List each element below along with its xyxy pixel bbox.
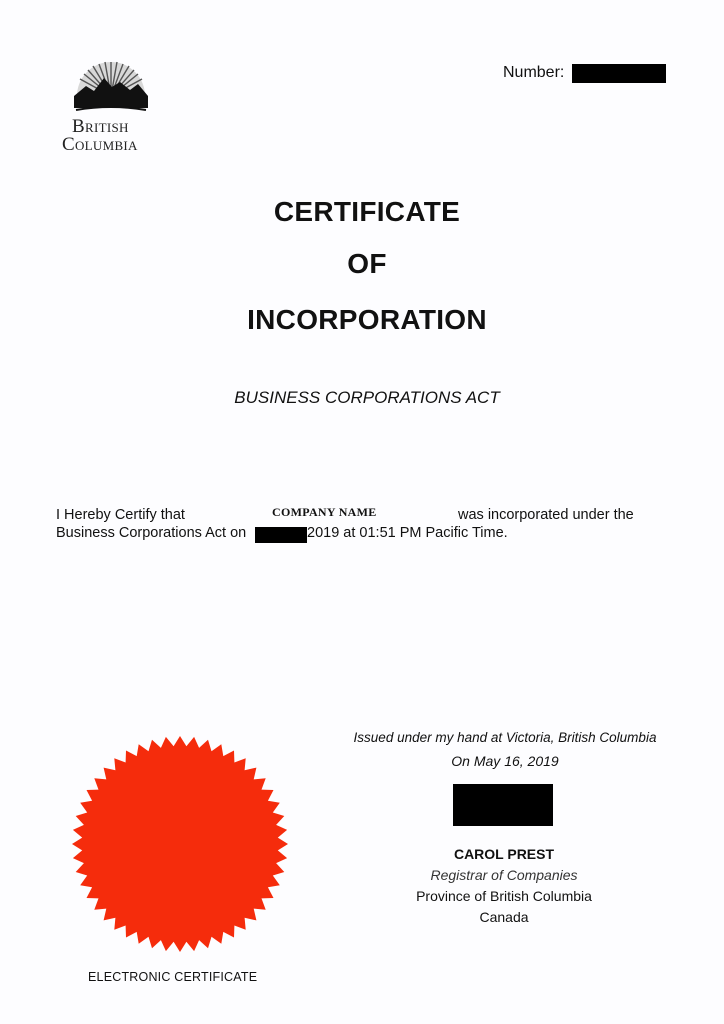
registrar-province: Province of British Columbia [416, 888, 592, 904]
redacted-date [255, 527, 307, 543]
certify-line2-suffix: 2019 at 01:51 PM Pacific Time. [307, 525, 508, 541]
seal-label: ELECTRONIC CERTIFICATE [88, 970, 258, 984]
seal [64, 728, 296, 960]
logo-text-line2: Columbia [62, 134, 138, 155]
certify-prefix: I Hereby Certify that [56, 507, 185, 523]
issued-date: On May 16, 2019 [451, 753, 559, 769]
registrar-name: CAROL PREST [453, 846, 555, 862]
redacted-signature [453, 784, 553, 826]
certificate-title-line2: OF [347, 248, 387, 279]
certificate-title-line3: INCORPORATION [247, 304, 487, 335]
act-subtitle: BUSINESS CORPORATIONS ACT [234, 388, 500, 407]
certify-suffix: was incorporated under the [458, 507, 634, 523]
certificate-title-line1: CERTIFICATE [273, 196, 461, 227]
company-name: COMPANY NAME [272, 505, 377, 519]
issued-location: Issued under my hand at Victoria, British Columbia [353, 730, 657, 745]
registrar-country: Canada [479, 909, 529, 925]
redacted-number [572, 64, 666, 83]
red-seal-icon [64, 728, 296, 960]
number-label: Number: [503, 64, 565, 81]
logo-text-line1: British [72, 116, 129, 137]
certify-line2-prefix: Business Corporations Act on [56, 525, 247, 541]
sun-mountain-icon [72, 60, 150, 118]
bc-logo [52, 60, 162, 160]
registrar-title: Registrar of Companies [430, 867, 578, 883]
